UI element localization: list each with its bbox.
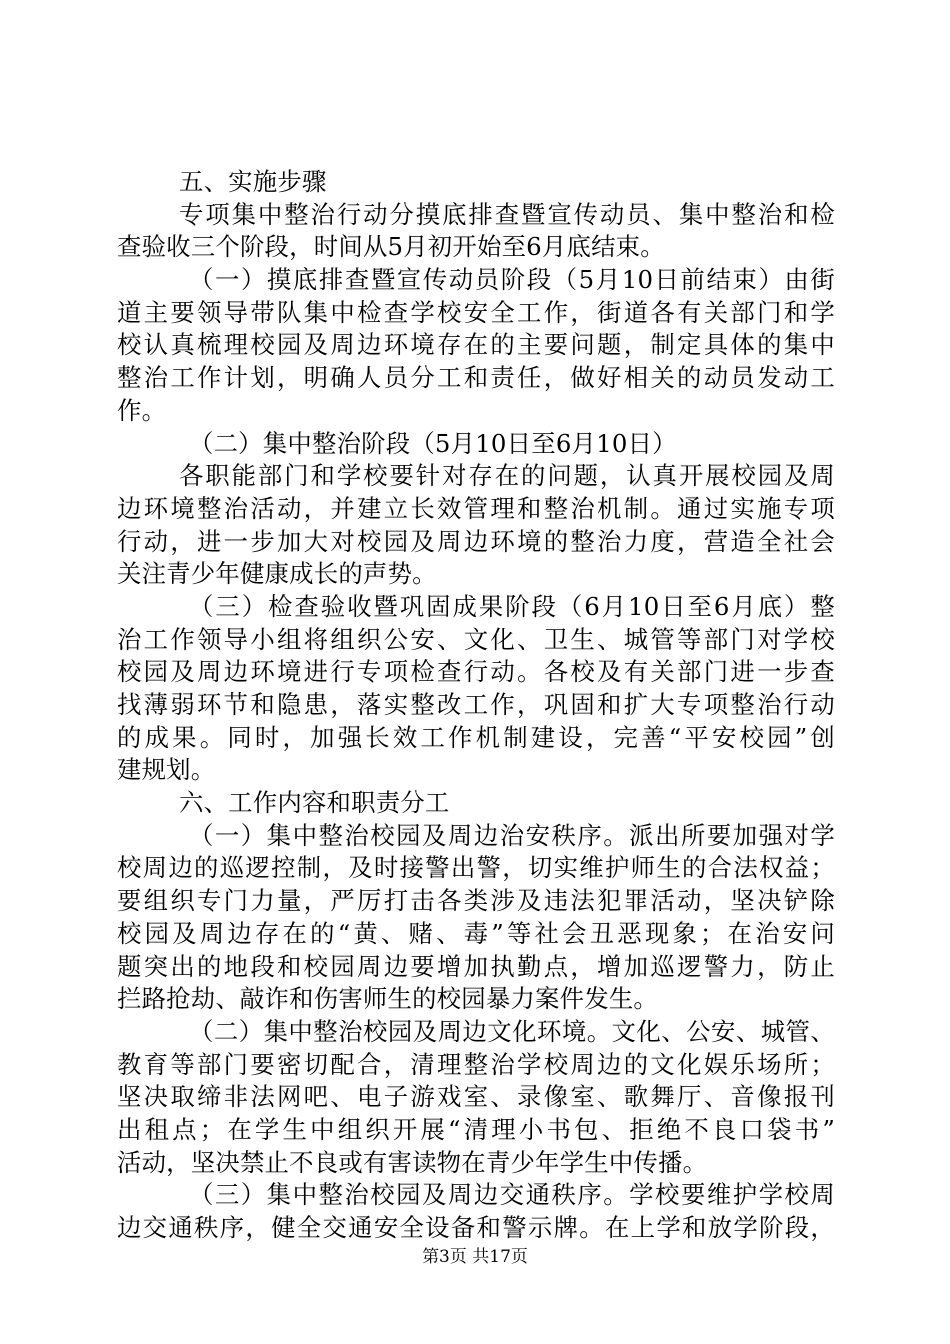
- paragraph-line: 各职能部门和学校要针对存在的问题，认真开展校园及周: [179, 461, 835, 491]
- paragraph-line: （一）集中整治校园及周边治安秩序。派出所要加强对学: [189, 820, 835, 850]
- paragraph-line: 题突出的地段和校园周边要增加执勤点，增加巡逻警力，防止: [117, 951, 835, 981]
- paragraph-line: 道主要领导带队集中检查学校安全工作，街道各有关部门和学: [117, 297, 835, 327]
- paragraph-line: 边交通秩序，健全交通安全设备和警示牌。在上学和放学阶段，: [117, 1213, 835, 1242]
- paragraph-line: 坚决取缔非法网吧、电子游戏室、录像室、歌舞厅、音像报刊: [117, 1082, 835, 1112]
- paragraph-line: 找薄弱环节和隐患，落实整改工作，巩固和扩大专项整治行动: [117, 690, 835, 719]
- paragraph-line: 作。: [117, 395, 167, 425]
- page-number-footer: 第3页 共17页: [422, 1247, 528, 1267]
- paragraph-line: （二）集中整治校园及周边文化环境。文化、公安、城管、: [189, 1016, 835, 1046]
- paragraph-line: 校周边的巡逻控制，及时接警出警，切实维护师生的合法权益；: [117, 853, 835, 883]
- paragraph-line: 建规划。: [117, 755, 216, 785]
- paragraph-line: 活动，坚决禁止不良或有害读物在青少年学生中传播。: [117, 1147, 708, 1177]
- section-heading: 五、实施步骤: [179, 167, 327, 196]
- paragraph-line: 治工作领导小组将组织公安、文化、卫生、城管等部门对学校: [117, 624, 835, 654]
- paragraph-line: 关注青少年健康成长的声势。: [117, 559, 437, 589]
- paragraph-line: （一）摸底排查暨宣传动员阶段（5月10日前结束）由街: [189, 265, 835, 295]
- paragraph-line: 查验收三个阶段，时间从5月初开始至6月底结束。: [117, 232, 665, 262]
- document-body: [117, 166, 835, 1245]
- section-heading: 六、工作内容和职责分工: [179, 788, 450, 818]
- paragraph-line: 边环境整治活动，并建立长效管理和整治机制。通过实施专项: [117, 493, 835, 523]
- paragraph-line: 校认真梳理校园及周边环境存在的主要问题，制定具体的集中: [117, 330, 835, 360]
- paragraph-line: 出租点；在学生中组织开展“清理小书包、拒绝不良口袋书”: [117, 1114, 835, 1144]
- paragraph-line: 行动，进一步加大对校园及周边环境的整治力度，营造全社会: [117, 526, 835, 556]
- paragraph-line: 的成果。同时，加强长效工作机制建设，完善“平安校园”创: [117, 722, 835, 752]
- paragraph-line: 专项集中整治行动分摸底排查暨宣传动员、集中整治和检: [179, 199, 835, 229]
- subsection-heading: （二）集中整治阶段（5月10日至6月10日）: [189, 428, 677, 458]
- paragraph-line: 校园及周边环境进行专项检查行动。各校及有关部门进一步查: [117, 657, 835, 687]
- paragraph-line: 校园及周边存在的“黄、赌、毒”等社会丑恶现象；在治安问: [117, 918, 835, 948]
- paragraph-line: 拦路抢劫、敲诈和伤害师生的校园暴力案件发生。: [117, 984, 658, 1014]
- paragraph-line: （三）检查验收暨巩固成果阶段（6月10日至6月底）整: [189, 591, 835, 621]
- paragraph-line: 整治工作计划，明确人员分工和责任，做好相关的动员发动工: [117, 363, 835, 393]
- paragraph-line: 要组织专门力量，严厉打击各类涉及违法犯罪活动，坚决铲除: [117, 886, 835, 916]
- paragraph-line: （三）集中整治校园及周边交通秩序。学校要维护学校周: [189, 1180, 835, 1210]
- paragraph-line: 教育等部门要密切配合，清理整治学校周边的文化娱乐场所；: [117, 1049, 835, 1079]
